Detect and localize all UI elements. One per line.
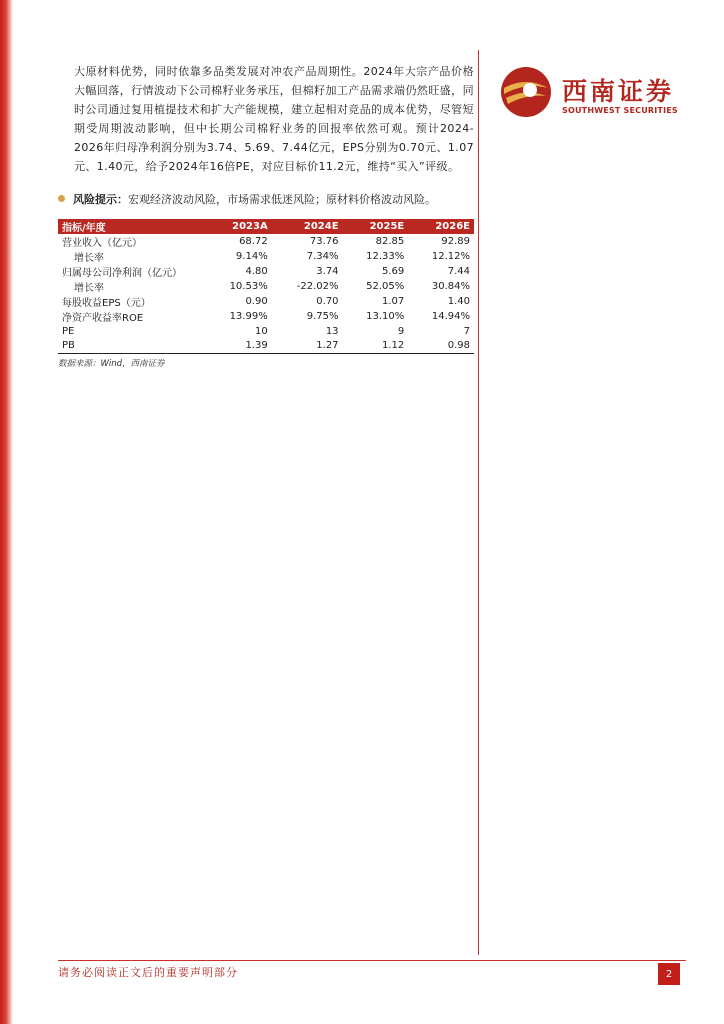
logo-emblem-icon [500,66,552,118]
cell-value: 13 [325,325,339,337]
cell-value: 4.80 [245,266,268,277]
cell-value: 0.98 [408,338,474,353]
risk-warning [58,192,478,208]
company-logo [500,66,710,120]
table-row [58,279,474,294]
cell-value: 82.85 [375,236,405,247]
cell-value: 13.10% [366,311,405,322]
logo-english-name: SOUTHWEST SECURITIES [562,106,678,115]
cell-value: 1.40 [447,296,470,307]
cell-value: -22.02% [296,281,339,292]
row-label: PE [62,325,75,337]
logo-chinese-name: 西南证券 [562,77,675,106]
header-indicator: 指标/年度 [58,219,206,234]
table-row [58,234,474,249]
page-number: 2 [658,963,680,985]
cell-value: 14.94% [431,311,470,322]
cell-value: 10 [254,325,268,337]
header-2025e: 2025E [343,219,409,234]
table-row [58,264,474,279]
cell-value: 30.84% [431,281,470,292]
cell-value: 12.12% [431,251,470,262]
header-2026e: 2026E [408,219,474,234]
cell-value: 1.07 [381,296,405,307]
footer-disclaimer: 请务必阅读正文后的重要声明部分 [58,966,238,979]
table-row [58,294,474,309]
cell-value: 7.34% [306,251,339,262]
cell-value: 9 [397,325,405,337]
row-label: 增长率 [74,283,104,294]
row-label: 净资产收益率ROE [62,313,144,324]
cell-value: 92.89 [441,236,470,247]
cell-value: 7.44 [447,266,470,277]
cell-value: 5.69 [381,266,405,277]
header-2024e: 2024E [272,219,343,234]
column-divider [478,50,479,955]
cell-value: 68.72 [239,236,268,247]
cell-value: 52.05% [366,281,405,292]
row-label: PB [58,338,206,353]
footer-divider [58,960,686,961]
cell-value: 1.39 [206,338,272,353]
risk-label: 风险提示： [73,193,128,206]
row-label: 增长率 [74,253,104,264]
cell-value: 73.76 [309,236,339,247]
row-label: 归属母公司净利润（亿元） [62,268,182,279]
row-label: 营业收入（亿元） [62,238,142,249]
cell-value: 3.74 [316,266,339,277]
table-row [58,309,474,324]
financial-forecast-table [58,219,474,354]
cell-value: 10.53% [229,281,268,292]
row-label: 每股收益EPS（元） [62,298,151,309]
cell-value: 9.14% [235,251,268,262]
bullet-icon [58,195,65,202]
investment-summary-paragraph: 大原材料优势，同时依靠多品类发展对冲农产品周期性。2024年大宗产品价格大幅回落，行情波动下公司棉籽业务承压，但棉籽加工产品需求端仍然旺盛，同时公司通过复用植提技术和扩大产能规模，建立起相对竞品的成本优势，尽管短期受周期波动影响，但中长期公司棉籽业务的回报率依然可观。预计2024-2026年归母净利润分别为3.74、5.69、7.44亿元，EPS分别为0.70元、1.07元、1.40元，给予2024年16倍PE，对应目标价11.2元，维持“买入”评级。 [74,65,474,173]
risk-text: 宏观经济波动风险，市场需求低迷风险；原材料价格波动风险。 [128,193,436,206]
cell-value: 7 [463,325,470,337]
cell-value: 12.33% [366,251,405,262]
cell-value: 0.90 [245,296,268,307]
cell-value: 9.75% [306,311,339,322]
table-row [58,324,474,338]
left-accent-bar [0,0,13,1024]
cell-value: 1.12 [343,338,409,353]
table-row [58,249,474,264]
table-row [58,338,474,353]
table-header-row [58,219,474,234]
header-2023a: 2023A [206,219,272,234]
cell-value: 1.27 [272,338,343,353]
cell-value: 13.99% [229,311,268,322]
cell-value: 0.70 [316,296,339,307]
data-source-note: 数据来源：Wind，西南证券 [58,359,165,369]
